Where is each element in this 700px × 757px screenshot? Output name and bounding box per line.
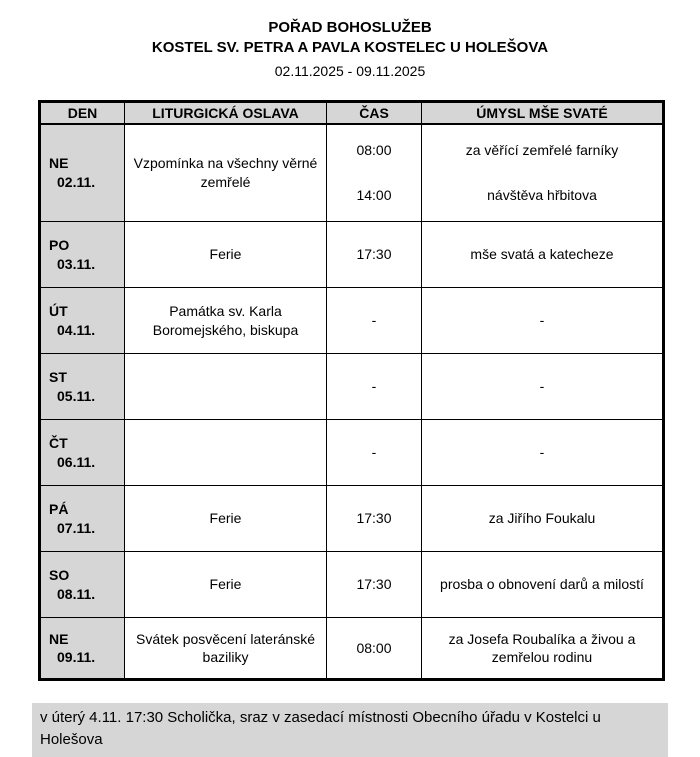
cas-cell: 17:30 bbox=[327, 552, 422, 618]
table-row bbox=[40, 486, 664, 552]
cas-cell: 17:30 bbox=[327, 222, 422, 288]
umysl-value: návštěva hřbitova bbox=[487, 187, 597, 204]
den-cell bbox=[40, 486, 125, 552]
document-header bbox=[0, 18, 700, 80]
page-subtitle: KOSTEL SV. PETRA A PAVLA KOSTELEC U HOLEŠOVA bbox=[151, 39, 549, 57]
column-header-cas: ČAS bbox=[327, 102, 422, 124]
day-date: 09.11. bbox=[57, 649, 96, 666]
day-abbrev: ST bbox=[49, 369, 67, 385]
table-header-row bbox=[40, 102, 664, 124]
day-abbrev: NE bbox=[49, 155, 69, 172]
oslava-cell: Svátek posvěcení lateránské baziliky bbox=[125, 618, 327, 680]
day-date: 06.11. bbox=[57, 453, 96, 470]
oslava-cell bbox=[125, 420, 327, 486]
table-row bbox=[40, 222, 664, 288]
umysl-cell: - bbox=[422, 288, 664, 354]
den-cell bbox=[40, 354, 125, 420]
page-title: POŘAD BOHOSLUŽEB bbox=[268, 19, 432, 36]
day-date: 03.11. bbox=[57, 255, 96, 272]
day-date: 07.11. bbox=[57, 519, 96, 536]
cas-cell bbox=[327, 124, 422, 222]
den-cell bbox=[40, 288, 125, 354]
table-row bbox=[40, 354, 664, 420]
table-row bbox=[40, 618, 664, 680]
umysl-cell: prosba o obnovení darů a milostí bbox=[422, 552, 664, 618]
schedule-table bbox=[38, 100, 665, 681]
den-cell bbox=[40, 420, 125, 486]
column-header-oslava: LITURGICKÁ OSLAVA bbox=[125, 102, 327, 124]
umysl-cell: mše svatá a katecheze bbox=[422, 222, 664, 288]
cas-cell: - bbox=[327, 288, 422, 354]
den-cell bbox=[40, 222, 125, 288]
oslava-cell: Ferie bbox=[125, 552, 327, 618]
oslava-cell: Památka sv. Karla Boromejského, biskupa bbox=[125, 288, 327, 354]
den-cell bbox=[40, 124, 125, 222]
cas-value: 14:00 bbox=[356, 187, 392, 204]
day-abbrev: ČT bbox=[49, 435, 68, 451]
oslava-cell: Vzpomínka na všechny věrné zemřelé bbox=[125, 124, 327, 222]
umysl-cell: - bbox=[422, 354, 664, 420]
cas-cell: 17:30 bbox=[327, 486, 422, 552]
day-date: 02.11. bbox=[57, 174, 96, 191]
column-header-den: DEN bbox=[40, 102, 125, 124]
day-abbrev: PO bbox=[49, 237, 70, 253]
day-abbrev: PÁ bbox=[49, 501, 69, 517]
day-abbrev: ÚT bbox=[49, 303, 68, 319]
oslava-cell: Ferie bbox=[125, 486, 327, 552]
table-row bbox=[40, 288, 664, 354]
oslava-cell: Ferie bbox=[125, 222, 327, 288]
cas-cell: 08:00 bbox=[327, 618, 422, 680]
cas-cell: - bbox=[327, 354, 422, 420]
oslava-cell bbox=[125, 354, 327, 420]
umysl-cell: za Josefa Roubalíka a živou a zemřelou rodinu bbox=[422, 618, 664, 680]
cas-value: 08:00 bbox=[356, 142, 392, 159]
day-abbrev: SO bbox=[49, 567, 70, 583]
table-row bbox=[40, 552, 664, 618]
cas-cell: - bbox=[327, 420, 422, 486]
umysl-cell bbox=[422, 124, 664, 222]
date-range: 02.11.2025 - 09.11.2025 bbox=[274, 62, 426, 79]
table-row bbox=[40, 124, 664, 222]
column-header-umysl: ÚMYSL MŠE SVATÉ bbox=[422, 102, 664, 124]
umysl-cell: za Jiřího Foukalu bbox=[422, 486, 664, 552]
den-cell bbox=[40, 618, 125, 680]
umysl-value: za věřící zemřelé farníky bbox=[465, 142, 619, 159]
day-date: 04.11. bbox=[57, 321, 96, 338]
day-date: 08.11. bbox=[57, 585, 96, 602]
day-date: 05.11. bbox=[57, 387, 96, 404]
table-row bbox=[40, 420, 664, 486]
footer-note: v úterý 4.11. 17:30 Scholička, sraz v zasedací místnosti Obecního úřadu v Kostelci u Holešova bbox=[32, 703, 668, 757]
umysl-cell: - bbox=[422, 420, 664, 486]
day-abbrev: NE bbox=[49, 630, 69, 647]
den-cell bbox=[40, 552, 125, 618]
